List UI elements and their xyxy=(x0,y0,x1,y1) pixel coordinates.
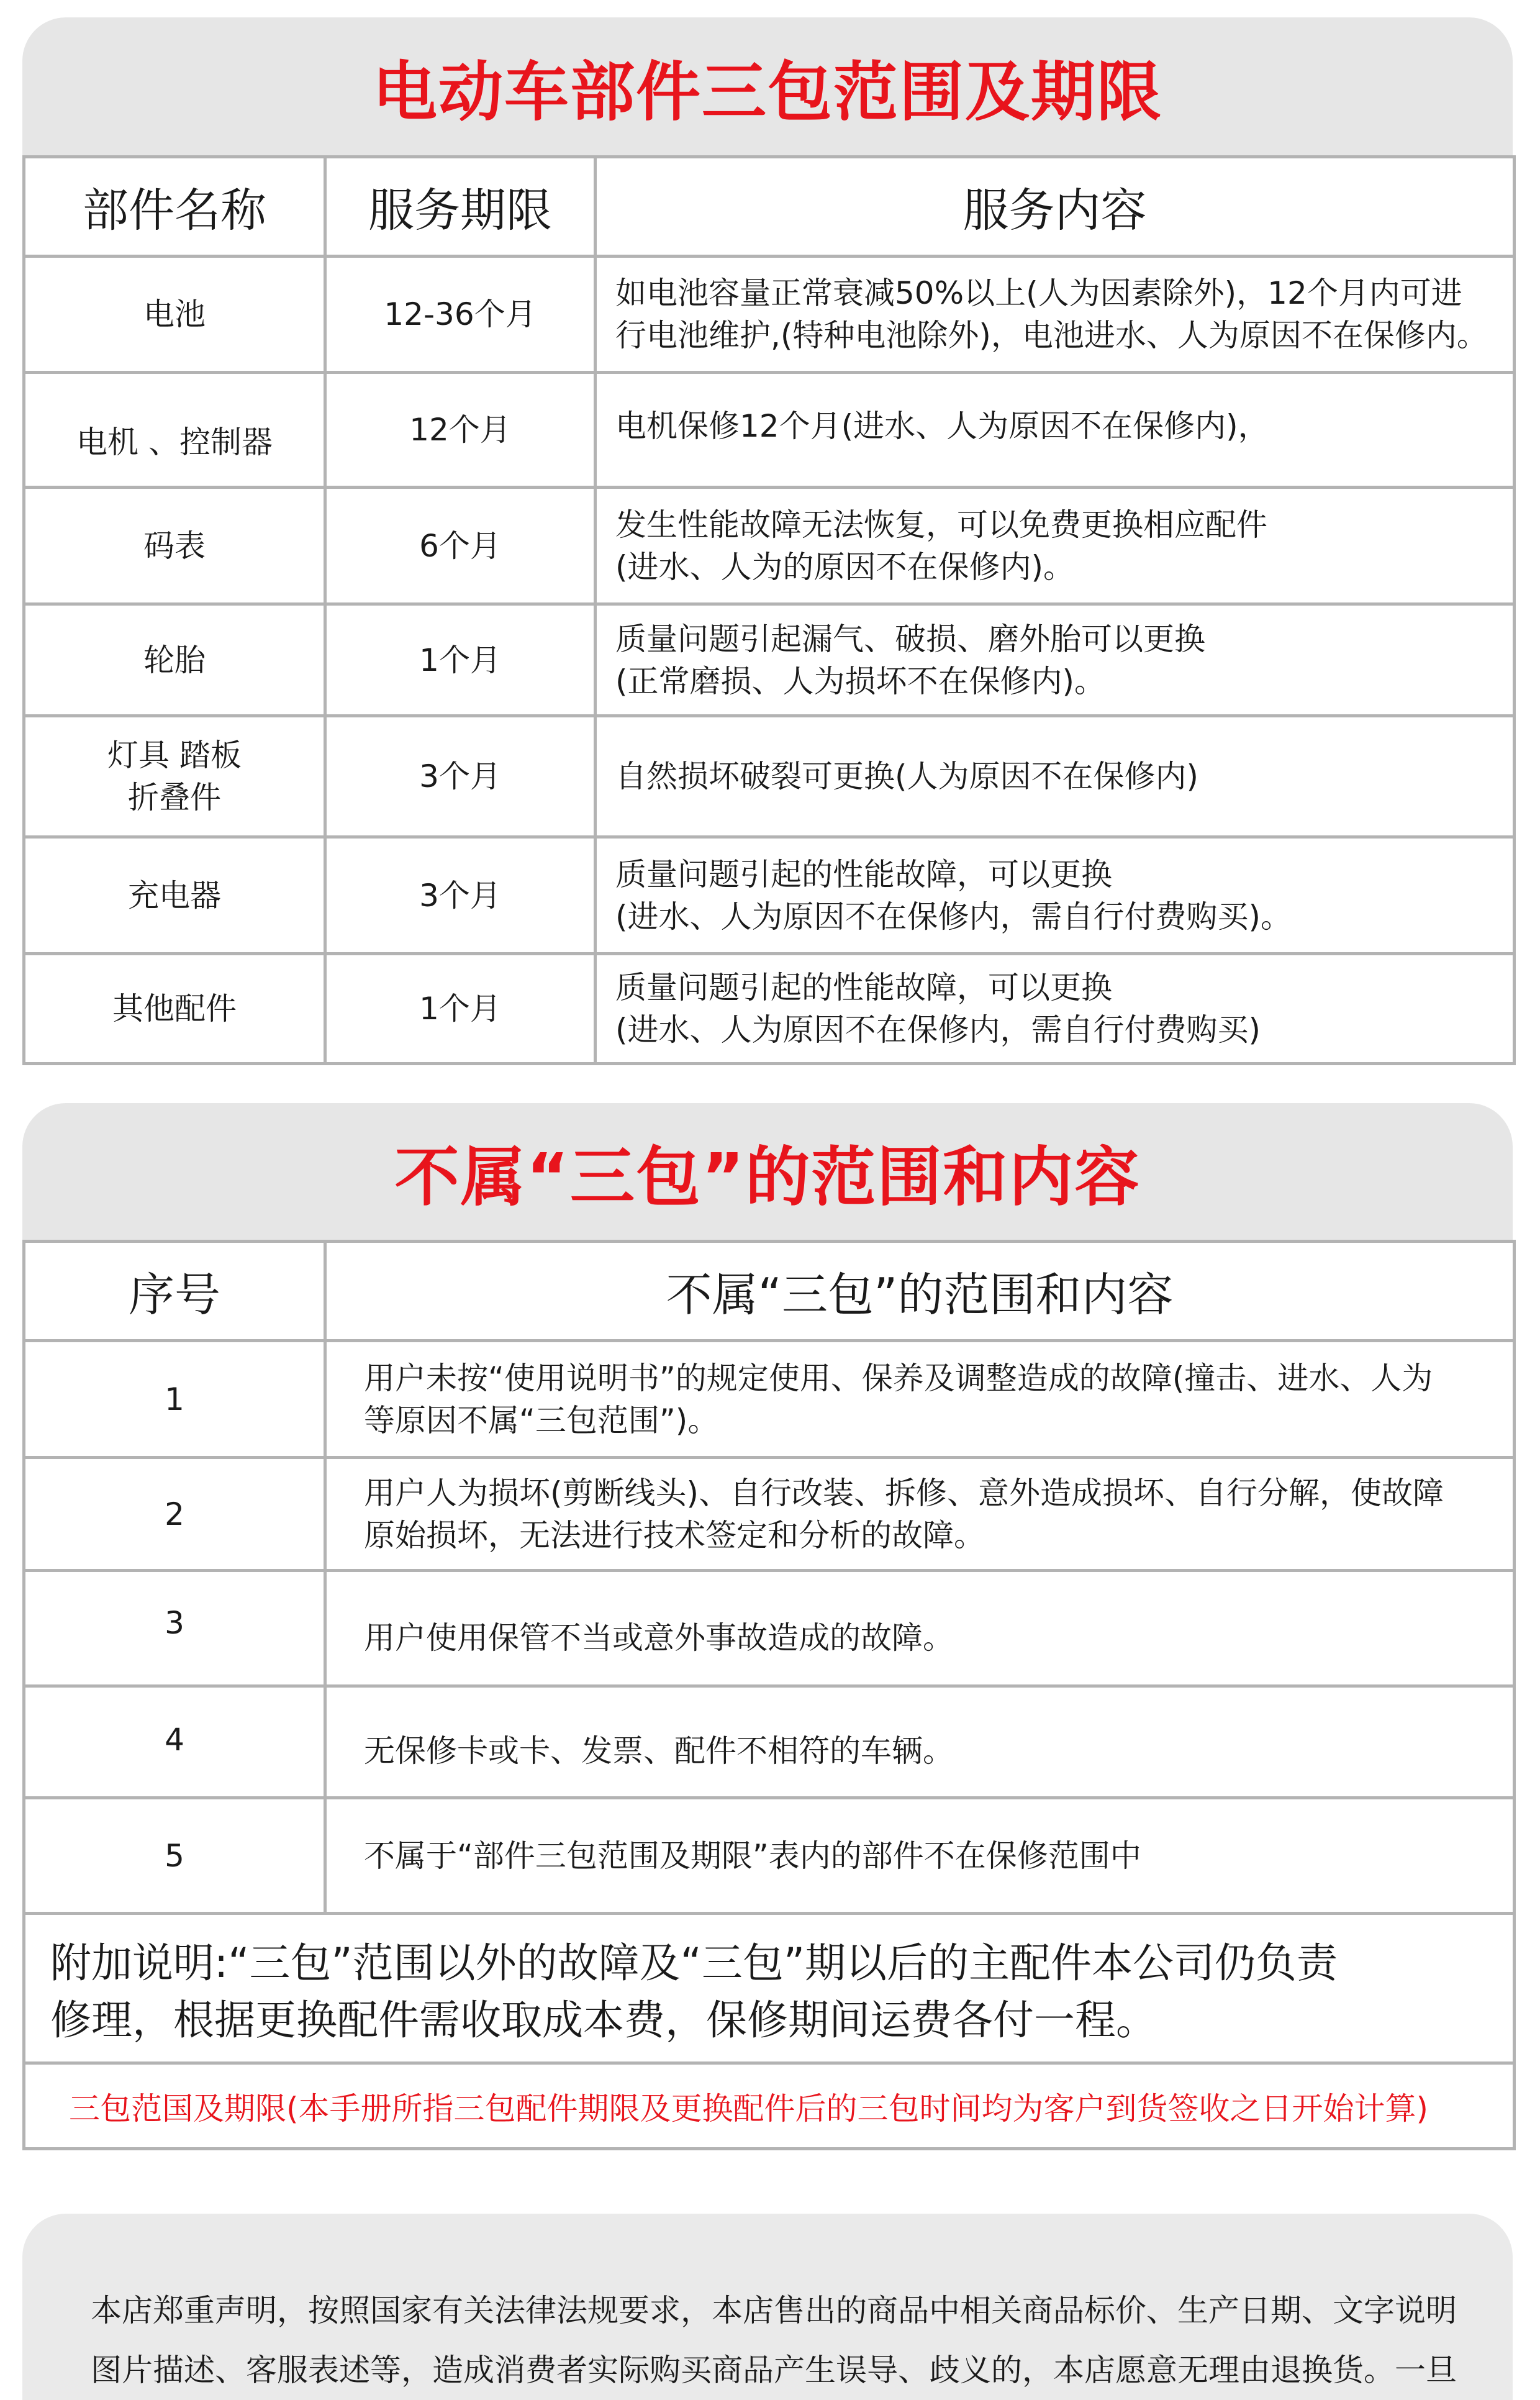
part-name xyxy=(24,716,325,837)
content-line: 电机保修12个月(进水、人为原因不在保修内)， xyxy=(615,408,1269,444)
warranty-start-note: 三包范国及期限(本手册所指三包配件期限及更换配件后的三包时间均为客户到货签收之日开始计算) xyxy=(24,2063,1515,2149)
table-row xyxy=(24,1571,1515,1686)
content-line: 用户使用保管不当或意外事故造成的故障。 xyxy=(364,1620,954,1656)
content-line: 原始损坏，无法进行技术签定和分析的故障。 xyxy=(364,1517,985,1553)
row-number: 4 xyxy=(24,1686,325,1798)
additional-note xyxy=(24,1914,1515,2063)
table-row xyxy=(24,257,1515,373)
exclusion-content xyxy=(325,1571,1515,1686)
content-line: (进水、人为原因不在保修内，需自行付费购买) xyxy=(615,1012,1261,1048)
service-period: 3个月 xyxy=(325,716,596,837)
row-number: 3 xyxy=(24,1571,325,1686)
exclusion-header-row xyxy=(24,1242,1515,1341)
note-row xyxy=(24,1914,1515,2063)
content-line: 质量问题引起的性能故障，可以更换 xyxy=(615,856,1112,893)
table-row xyxy=(24,1458,1515,1571)
service-content xyxy=(596,488,1515,604)
content-line: 不属于“部件三包范围及期限”表内的部件不在保修范围中 xyxy=(364,1837,1141,1874)
service-period: 12-36个月 xyxy=(325,257,596,373)
table-row xyxy=(24,1686,1515,1798)
content-line: 用户未按“使用说明书”的规定使用、保养及调整造成的故障(撞击、进水、人为 xyxy=(364,1360,1433,1396)
service-period: 12个月 xyxy=(325,373,596,488)
header-service-content: 服务内容 xyxy=(596,157,1515,257)
table-row xyxy=(24,488,1515,604)
table-row xyxy=(24,1798,1515,1914)
exclusion-panel xyxy=(22,1103,1513,2150)
warranty-panel xyxy=(22,17,1513,1065)
header-number: 序号 xyxy=(24,1242,325,1341)
content-line: 等原因不属“三包范围”)。 xyxy=(364,1402,719,1439)
note-line: 附加说明:“三包”范围以外的故障及“三包”期以后的主配件本公司仍负责 xyxy=(50,1939,1338,1987)
store-statement xyxy=(22,2214,1513,2400)
content-line: 用户人为损坏(剪断线头)、自行改装、拆修、意外造成损坏、自行分解，使故障 xyxy=(364,1475,1444,1511)
part-name: 电机 、控制器 xyxy=(24,373,325,488)
service-period: 3个月 xyxy=(325,837,596,954)
row-number: 5 xyxy=(24,1798,325,1914)
service-content xyxy=(596,604,1515,716)
statement-line: 本店郑重声明，按照国家有关法律法规要求，本店售出的商品中相关商品标价、生产日期、文字说明 xyxy=(91,2293,1457,2329)
service-content xyxy=(596,716,1515,837)
exclusion-content xyxy=(325,1458,1515,1571)
part-name-line: 灯具 踏板 xyxy=(107,737,242,773)
header-exclusion-content: 不属“三包”的范围和内容 xyxy=(325,1242,1515,1341)
service-period: 6个月 xyxy=(325,488,596,604)
header-service-period: 服务期限 xyxy=(325,157,596,257)
part-name: 电池 xyxy=(24,257,325,373)
content-line: 无保修卡或卡、发票、配件不相符的车辆。 xyxy=(364,1733,954,1769)
content-line: 行电池维护,(特种电池除外)，电池进水、人为原因不在保修内。 xyxy=(615,317,1488,353)
content-line: 如电池容量正常衰减50%以上(人为因素除外)，12个月内可进 xyxy=(615,275,1462,311)
table-row xyxy=(24,837,1515,954)
warranty-header xyxy=(22,17,1513,155)
table-row xyxy=(24,716,1515,837)
content-line: 自然损坏破裂可更换(人为原因不在保修内) xyxy=(615,758,1199,794)
content-line: 发生性能故障无法恢复，可以免费更换相应配件 xyxy=(615,506,1267,543)
row-number: 2 xyxy=(24,1458,325,1571)
table-row xyxy=(24,604,1515,716)
part-name: 充电器 xyxy=(24,837,325,954)
note-line: 修理，根据更换配件需收取成本费，保修期间运费各付一程。 xyxy=(50,1996,1157,2044)
exclusion-title: 不属“三包”的范围和内容 xyxy=(394,1139,1141,1215)
statement-line: 图片描述、客服表述等，造成消费者实际购买商品产生误导、歧义的，本店愿意无理由退换货。一旦 xyxy=(91,2352,1457,2388)
exclusion-content xyxy=(325,1798,1515,1914)
content-line: 质量问题引起的性能故障，可以更换 xyxy=(615,970,1112,1006)
exclusion-content xyxy=(325,1686,1515,1798)
part-name: 码表 xyxy=(24,488,325,604)
table-row xyxy=(24,373,1515,488)
part-name: 轮胎 xyxy=(24,604,325,716)
row-number: 1 xyxy=(24,1341,325,1458)
content-line: (正常磨损、人为损坏不在保修内)。 xyxy=(615,663,1106,699)
table-row xyxy=(24,1341,1515,1458)
content-line: (进水、人为原因不在保修内，需自行付费购买)。 xyxy=(615,898,1292,935)
content-line: 质量问题引起漏气、破损、磨外胎可以更换 xyxy=(615,620,1205,657)
part-name: 其他配件 xyxy=(24,954,325,1064)
header-part-name: 部件名称 xyxy=(24,157,325,257)
table-row xyxy=(24,954,1515,1064)
content-line: (进水、人为的原因不在保修内)。 xyxy=(615,548,1075,585)
service-period: 1个月 xyxy=(325,604,596,716)
service-period: 1个月 xyxy=(325,954,596,1064)
service-content xyxy=(596,837,1515,954)
red-note-row xyxy=(24,2063,1515,2149)
part-name-line: 折叠件 xyxy=(128,780,221,816)
service-content xyxy=(596,954,1515,1064)
warranty-title: 电动车部件三包范围及期限 xyxy=(372,54,1162,130)
exclusion-content xyxy=(325,1341,1515,1458)
service-content xyxy=(596,257,1515,373)
warranty-header-row xyxy=(24,157,1515,257)
warranty-table xyxy=(22,155,1516,1065)
service-content xyxy=(596,373,1515,488)
exclusion-header xyxy=(22,1103,1513,1240)
exclusion-table xyxy=(22,1240,1516,2150)
